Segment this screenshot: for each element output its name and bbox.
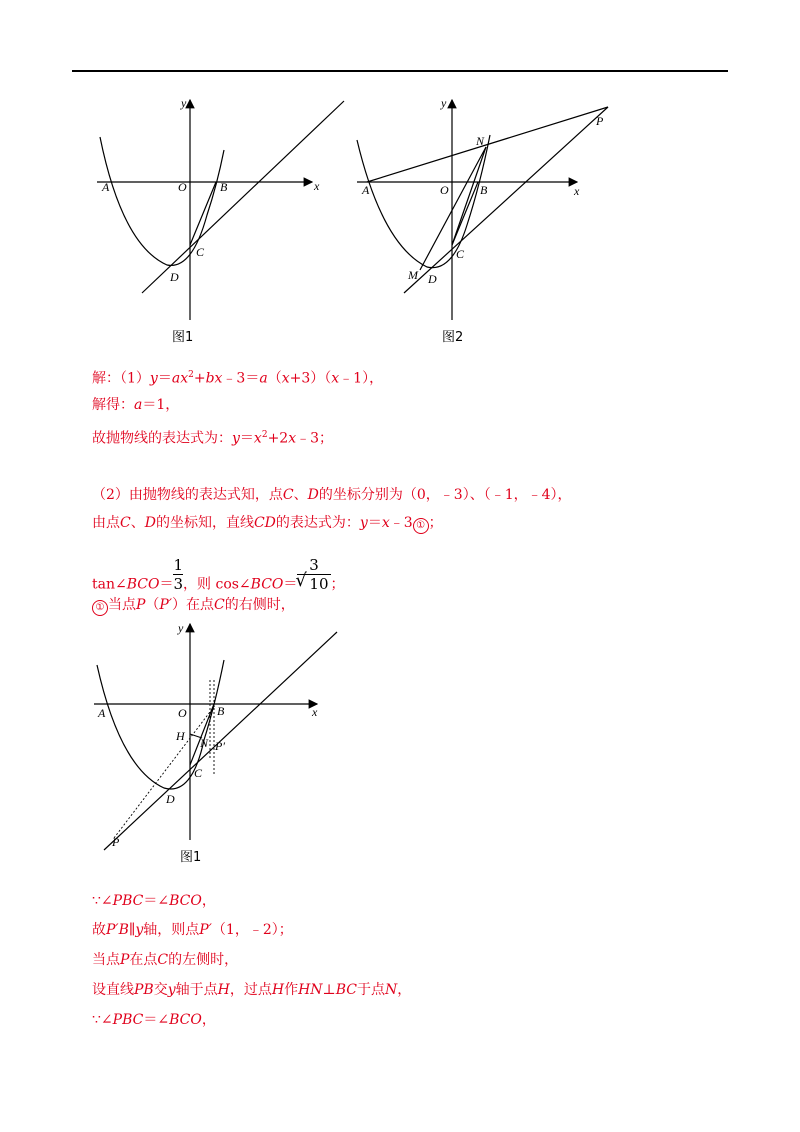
figure-caption: 图1 xyxy=(172,330,194,345)
label-c: C xyxy=(456,247,465,261)
parabola xyxy=(100,137,224,265)
label-x: x xyxy=(574,184,580,198)
label-h: H xyxy=(176,729,185,743)
label-p-prime: P′ xyxy=(215,739,225,753)
figure-2 xyxy=(352,95,622,355)
label-y: y xyxy=(178,621,184,635)
solution-line-1: 解：$(1)y=ax^2+bx﹣3=a(x+3)(x﹣1)$， xyxy=(92,370,384,387)
label-o: O xyxy=(178,180,187,194)
label-n: N xyxy=(476,134,485,148)
line-cd xyxy=(404,107,608,293)
parabola xyxy=(97,660,224,789)
header-rule xyxy=(72,70,728,72)
solution-line-6: tan∠BCO＝ $\frac{1}{3}$ ，则 cos∠BCO＝ 3 √ 10 ； xyxy=(92,566,345,603)
label-b: B xyxy=(480,183,488,197)
label-m: M xyxy=(408,268,418,282)
figure-1-bottom xyxy=(92,620,352,870)
solution-line-12: ∵∠PBC＝∠BCO， xyxy=(92,1012,216,1028)
solution-line-5: 由点C、D的坐标知，直线CD的表达式为：y＝x﹣3 ① ； xyxy=(92,514,443,534)
fraction-three-over-root-ten: 3 √ 10 xyxy=(297,556,330,593)
label-c: C xyxy=(194,766,203,780)
solution-line-10: 当点P在点C的左侧时， xyxy=(92,952,239,968)
figure-caption: 图1 xyxy=(180,850,202,865)
label-a: A xyxy=(362,183,370,197)
label-c: C xyxy=(196,245,205,259)
line-cd xyxy=(142,101,344,293)
label-x: x xyxy=(314,179,320,193)
label-o: O xyxy=(440,183,449,197)
solution-line-9: 故P′B∥y轴，则点P′（1，﹣2）； xyxy=(92,922,293,938)
label-d: D xyxy=(166,792,175,806)
label-y: y xyxy=(181,96,187,110)
segment-mn xyxy=(420,147,486,270)
label-d: D xyxy=(428,272,437,286)
label-o: O xyxy=(178,706,187,720)
segment-bc xyxy=(452,182,478,245)
label-b: B xyxy=(220,180,228,194)
label-n: N xyxy=(200,736,209,750)
solution-line-7: ① 当点P（P′）在点C的右侧时， xyxy=(92,596,295,616)
figure-1-top xyxy=(92,95,352,355)
label-b: B xyxy=(217,704,225,718)
figure-caption: 图2 xyxy=(442,330,464,345)
label-a: A xyxy=(98,706,106,720)
label-x: x xyxy=(312,705,318,719)
solution-line-3: 故抛物线的表达式为：$y=x^2+2x﹣3$； xyxy=(92,430,334,447)
line-ap xyxy=(367,107,608,182)
solution-line-4: （2）由抛物线的表达式知，点C、D的坐标分别为（0，﹣3）、（﹣1，﹣4）， xyxy=(92,487,572,503)
label-p: P xyxy=(112,835,120,849)
label-a: A xyxy=(102,180,110,194)
solution-line-11: 设直线PB交y轴于点H，过点H作HN⊥BC于点N， xyxy=(92,982,412,998)
label-p: P xyxy=(596,114,604,128)
solution-line-8: ∵∠PBC＝∠BCO， xyxy=(92,893,216,909)
label-d: D xyxy=(170,270,179,284)
fraction-one-third: $\frac{1}{3}$ xyxy=(173,556,184,593)
label-y: y xyxy=(441,96,447,110)
solution-line-2: 解得：a＝1， xyxy=(92,397,180,413)
